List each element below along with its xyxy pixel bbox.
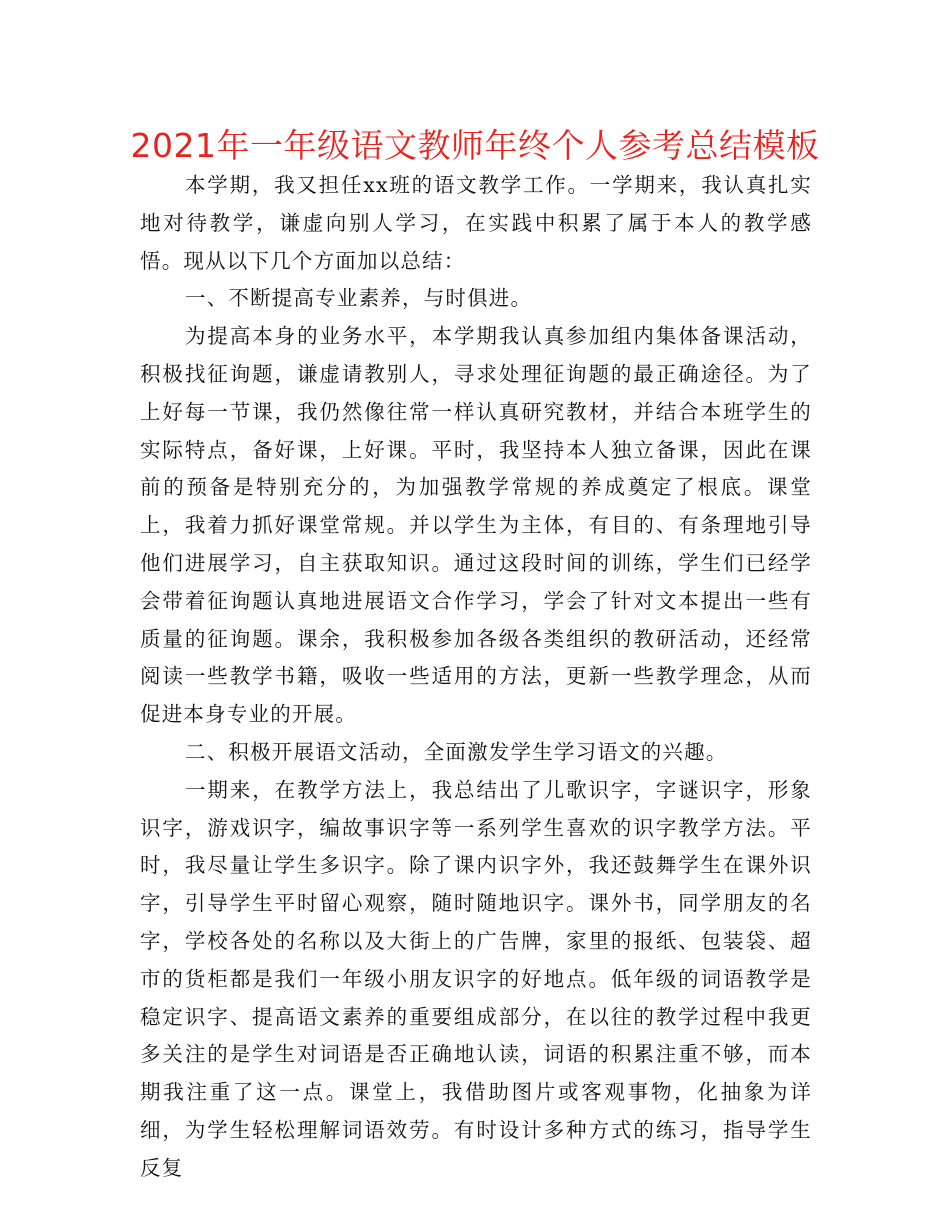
section-1-paragraph: 为提高本身的业务水平，本学期我认真参加组内集体备课活动，积极找征询题，谦虚请教别人，寻求处理征询题的最正确途径。为了上好每一节课，我仍然像往常一样认真研究教材，并结合本班学生的实际特点，备好课，上好课。平时，我坚持本人独立备课，因此在课前的预备是特别充分的，为加强教学常规的养成奠定了根底。课堂上，我着力抓好课堂常规。并以学生为主体，有目的、有条理地引导他们进展学习，自主获取知识。通过这段时间的训练，学生们已经学会带着征询题认真地进展语文合作学习，学会了针对文本提出一些有质量的征询题。课余，我积极参加各级各类组织的教研活动，还经常阅读一些教学书籍，吸收一些适用的方法，更新一些教学理念，从而促进本身专业的开展。 [140,324,812,727]
section-heading-1: 一、不断提高专业素养，与时俱进。 [185,286,533,311]
section-heading-2: 二、积极开展语文活动，全面激发学生学习语文的兴趣。 [185,739,728,764]
document-body [140,167,812,1188]
section-2-paragraph: 一期来，在教学方法上，我总结出了儿歌识字，字谜识字，形象识字，游戏识字，编故事识字等一系列学生喜欢的识字教学方法。平时，我尽量让学生多识字。除了课内识字外，我还鼓舞学生在课外识字，引导学生平时留心观察，随时随地识字。课外书，同学朋友的名字，学校各处的名称以及大街上的广告牌，家里的报纸、包装袋、超市的货柜都是我们一年级小朋友识字的好地点。低年级的词语教学是稳定识字、提高语文素养的重要组成部分，在以往的教学过程中我更多关注的是学生对词语是否正确地认读，词语的积累注重不够，而本期我注重了这一点。课堂上，我借助图片或客观事物，化抽象为详细，为学生轻松理解词语效劳。有时设计多种方式的练习，指导学生反复 [140,777,812,1180]
document-title: 2021年一年级语文教师年终个人参考总结模板 [130,126,820,165]
intro-paragraph: 本学期，我又担任xx班的语文教学工作。一学期来，我认真扎实地对待教学，谦虚向别人学习，在实践中积累了属于本人的教学感悟。现从以下几个方面加以总结： [140,173,812,273]
